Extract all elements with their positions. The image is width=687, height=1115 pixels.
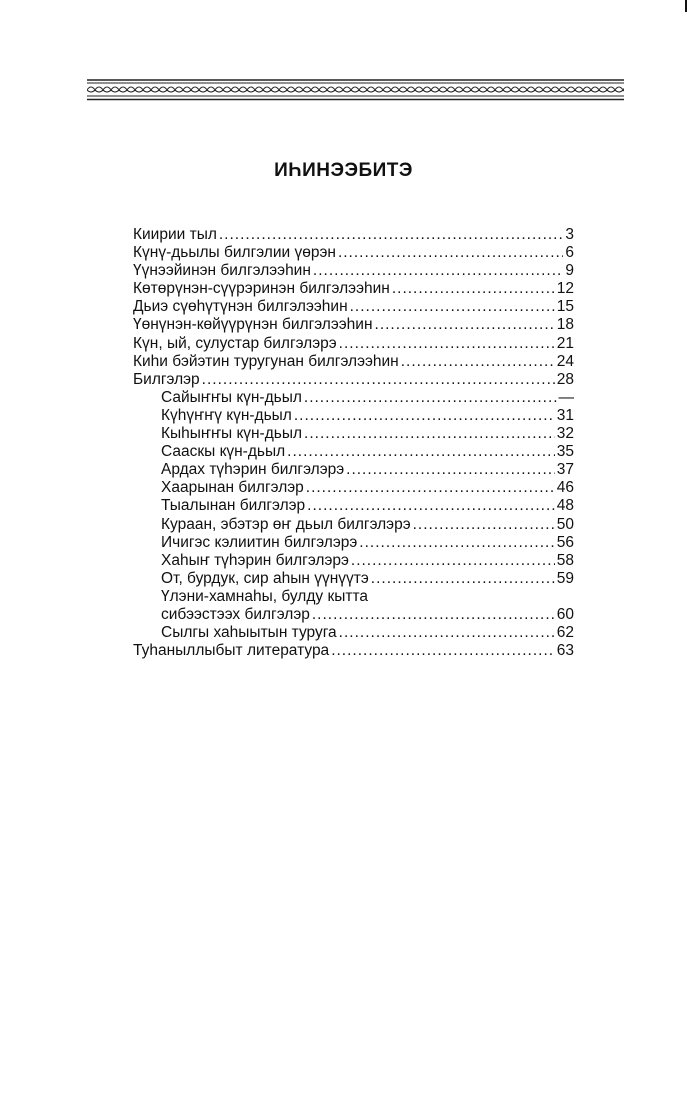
toc-title: Ичигэс кэлиитин билгэлэрэ [161, 533, 358, 551]
ornament-border [87, 79, 624, 101]
table-of-contents [133, 226, 574, 660]
toc-title: Билгэлэр [133, 370, 200, 388]
dot-leader [375, 316, 555, 334]
dot-leader [401, 353, 555, 371]
toc-page: 60 [556, 605, 574, 623]
toc-title: Кыһыҥҥы күн-дьыл [161, 425, 303, 443]
toc-page: 48 [556, 497, 574, 515]
dot-leader [413, 516, 555, 534]
toc-entry [133, 316, 574, 334]
toc-subentry [133, 389, 574, 407]
toc-title: От, бурдук, сир аһын үүнүүтэ [161, 569, 369, 587]
toc-page: 9 [565, 262, 574, 280]
toc-page: 31 [556, 406, 574, 424]
dot-leader [392, 280, 555, 298]
toc-title: Хаһыҥ түһэрин билгэлэрэ [161, 551, 349, 569]
toc-page: 63 [556, 642, 574, 660]
toc-page: 37 [556, 461, 574, 479]
toc-title: Дьиэ сүөһүтүнэн билгэлээһин [133, 298, 348, 316]
dot-leader [294, 407, 555, 425]
toc-title: Хаарынан билгэлэр [161, 479, 304, 497]
dot-leader [306, 479, 555, 497]
toc-title-line: Үлэни-хамнаһы, булду кытта [161, 587, 369, 605]
dot-leader [312, 606, 555, 624]
dot-leader [351, 552, 555, 570]
toc-title: Тыалынан билгэлэр [161, 497, 306, 515]
toc-subentry [133, 443, 574, 461]
toc-page: — [558, 388, 574, 406]
toc-title-line: сибээстээх билгэлэр [161, 605, 310, 623]
toc-page: 15 [556, 298, 574, 316]
toc-entry [133, 371, 574, 389]
dot-leader [338, 244, 563, 262]
toc-page: 62 [556, 624, 574, 642]
toc-title: Киһи бэйэтин туругунан билгэлээһин [133, 352, 399, 370]
toc-entry [133, 298, 574, 316]
toc-page: 32 [556, 425, 574, 443]
toc-page: 28 [556, 370, 574, 388]
toc-title: Күн, ый, сулустар билгэлэрэ [133, 334, 337, 352]
toc-title: Сааскы күн-дьыл [161, 443, 286, 461]
toc-subentry [133, 461, 574, 479]
toc-subentry [133, 552, 574, 570]
toc-entry [133, 353, 574, 371]
dot-leader [304, 389, 557, 407]
toc-title: Кураан, эбэтэр өҥ дьыл билгэлэрэ [161, 515, 411, 533]
toc-title: Сайыҥҥы күн-дьыл [161, 388, 302, 406]
toc-subentry [133, 570, 574, 588]
toc-subentry [133, 588, 574, 624]
toc-page: 58 [556, 551, 574, 569]
dot-leader [313, 262, 563, 280]
toc-title: Ардах түһэрин билгэлэрэ [161, 461, 345, 479]
toc-entry [133, 262, 574, 280]
toc-page: 56 [556, 533, 574, 551]
dot-leader [287, 443, 555, 461]
toc-title: Күһүҥҥү күн-дьыл [161, 406, 292, 424]
toc-title: Киирии тыл [133, 226, 217, 243]
dot-leader [359, 534, 554, 552]
page-title: ИҺИНЭЭБИТЭ [274, 160, 413, 181]
toc-subentry [133, 534, 574, 552]
toc-page: 59 [556, 569, 574, 587]
toc-page: 35 [556, 443, 574, 461]
toc-page: 3 [565, 226, 574, 243]
toc-subentry [133, 497, 574, 515]
toc-title: Туһаныллыбыт литература [133, 642, 330, 660]
dot-leader [346, 461, 555, 479]
toc-page: 50 [556, 515, 574, 533]
toc-page: 12 [556, 280, 574, 298]
toc-entry [133, 642, 574, 660]
dot-leader [371, 570, 555, 588]
toc-title: Көтөрүнэн-сүүрэринэн билгэлээһин [133, 280, 390, 298]
toc-subentry [133, 516, 574, 534]
toc-page: 24 [556, 352, 574, 370]
toc-page: 18 [556, 316, 574, 334]
dot-leader [202, 371, 555, 389]
dot-leader [339, 335, 555, 353]
toc-title: Үөнүнэн-көйүүрүнэн билгэлээһин [133, 316, 373, 334]
dot-leader [350, 298, 555, 316]
dot-leader [339, 624, 555, 642]
toc-entry [133, 335, 574, 353]
dot-leader [307, 497, 555, 515]
toc-subentry [133, 624, 574, 642]
dot-leader [331, 642, 555, 660]
toc-page: 6 [565, 244, 574, 262]
toc-entry [133, 280, 574, 298]
toc-entry [133, 226, 574, 244]
toc-subentry [133, 425, 574, 443]
toc-page: 46 [556, 479, 574, 497]
toc-entry [133, 244, 574, 262]
dot-leader [304, 425, 555, 443]
dot-leader [219, 226, 564, 244]
toc-title: Күнү-дьылы билгэлии үөрэн [133, 244, 336, 262]
toc-page: 21 [556, 334, 574, 352]
toc-subentry [133, 407, 574, 425]
toc-subentry [133, 479, 574, 497]
toc-title: Сылгы хаһыытын туруга [161, 624, 337, 642]
toc-title: Үүнээйинэн билгэлээһин [133, 262, 311, 280]
